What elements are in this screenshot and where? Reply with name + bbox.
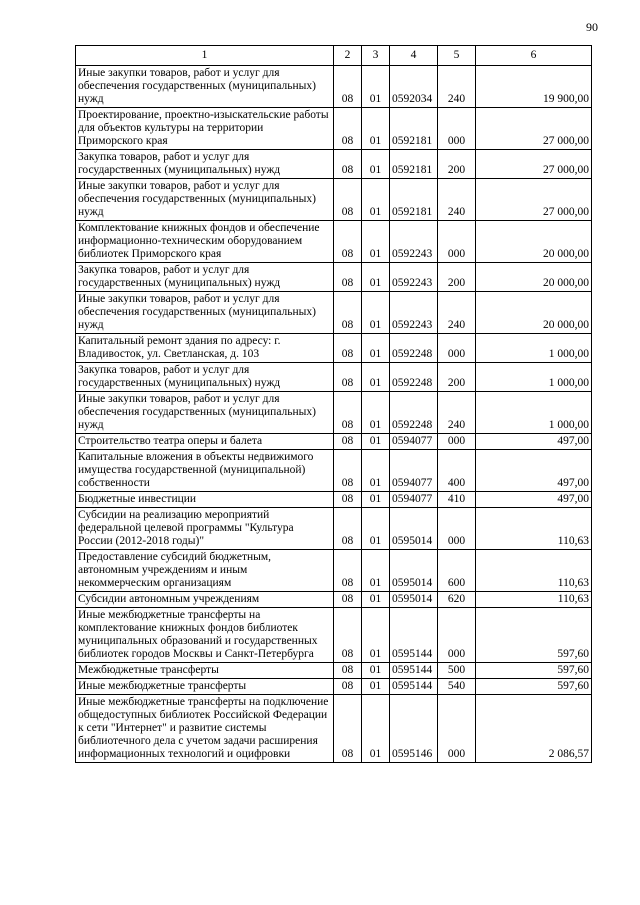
table-row — [76, 150, 592, 179]
row-section-cell: 08 — [334, 450, 362, 492]
row-target-code-cell: 0592034 — [390, 66, 438, 108]
row-name-cell: Комплектование книжных фондов и обеспечение информационно-техническим оборудованием библиотек Приморского края — [76, 221, 334, 263]
row-name-cell: Иные закупки товаров, работ и услуг для обеспечения государственных (муниципальных) нужд — [76, 292, 334, 334]
row-subsection-cell: 01 — [362, 450, 390, 492]
row-amount-cell: 110,63 — [476, 592, 592, 608]
table-body — [76, 66, 592, 763]
row-subsection-cell: 01 — [362, 292, 390, 334]
row-amount-cell: 110,63 — [476, 508, 592, 550]
row-name-cell: Межбюджетные трансферты — [76, 663, 334, 679]
row-name-cell: Иные закупки товаров, работ и услуг для обеспечения государственных (муниципальных) нужд — [76, 179, 334, 221]
row-expense-type-cell: 200 — [438, 263, 476, 292]
table-row — [76, 434, 592, 450]
row-target-code-cell: 0594077 — [390, 450, 438, 492]
row-name-cell: Иные межбюджетные трансферты на подключение общедоступных библиотек Российской Федерации к сети "Интернет" и развитие системы библиотечного дела с учетом задачи расширения информационных технологий и оцифровки — [76, 695, 334, 763]
row-expense-type-cell: 540 — [438, 679, 476, 695]
row-name-cell: Закупка товаров, работ и услуг для государственных (муниципальных) нужд — [76, 363, 334, 392]
row-expense-type-cell: 000 — [438, 695, 476, 763]
row-expense-type-cell: 000 — [438, 434, 476, 450]
row-target-code-cell: 0592243 — [390, 263, 438, 292]
row-expense-type-cell: 620 — [438, 592, 476, 608]
header-col-2: 2 — [334, 46, 362, 66]
table-row — [76, 108, 592, 150]
row-amount-cell: 20 000,00 — [476, 263, 592, 292]
table-row — [76, 179, 592, 221]
table-row — [76, 450, 592, 492]
row-amount-cell: 497,00 — [476, 450, 592, 492]
row-amount-cell: 597,60 — [476, 608, 592, 663]
row-target-code-cell: 0592181 — [390, 150, 438, 179]
row-amount-cell: 20 000,00 — [476, 292, 592, 334]
row-amount-cell: 497,00 — [476, 434, 592, 450]
row-section-cell: 08 — [334, 592, 362, 608]
row-target-code-cell: 0592243 — [390, 292, 438, 334]
row-section-cell: 08 — [334, 392, 362, 434]
row-target-code-cell: 0595014 — [390, 550, 438, 592]
row-name-cell: Проектирование, проектно-изыскательские работы для объектов культуры на территории Приморского края — [76, 108, 334, 150]
row-amount-cell: 597,60 — [476, 679, 592, 695]
table-row — [76, 292, 592, 334]
row-amount-cell: 1 000,00 — [476, 334, 592, 363]
row-section-cell: 08 — [334, 492, 362, 508]
row-name-cell: Иные закупки товаров, работ и услуг для обеспечения государственных (муниципальных) нужд — [76, 66, 334, 108]
row-subsection-cell: 01 — [362, 392, 390, 434]
row-name-cell: Закупка товаров, работ и услуг для государственных (муниципальных) нужд — [76, 150, 334, 179]
row-name-cell: Иные закупки товаров, работ и услуг для обеспечения государственных (муниципальных) нужд — [76, 392, 334, 434]
header-col-5: 5 — [438, 46, 476, 66]
row-name-cell: Иные межбюджетные трансферты на комплектование книжных фондов библиотек муниципальных образований и государственных библиотек городов Москвы и Санкт-Петербурга — [76, 608, 334, 663]
row-name-cell: Строительство театра оперы и балета — [76, 434, 334, 450]
row-expense-type-cell: 240 — [438, 66, 476, 108]
row-amount-cell: 497,00 — [476, 492, 592, 508]
row-name-cell: Бюджетные инвестиции — [76, 492, 334, 508]
row-section-cell: 08 — [334, 608, 362, 663]
row-target-code-cell: 0595014 — [390, 592, 438, 608]
row-subsection-cell: 01 — [362, 592, 390, 608]
row-name-cell: Капитальные вложения в объекты недвижимого имущества государственной (муниципальной) собственности — [76, 450, 334, 492]
table-row — [76, 695, 592, 763]
row-subsection-cell: 01 — [362, 221, 390, 263]
row-name-cell: Предоставление субсидий бюджетным, автономным учреждениям и иным некоммерческим организациям — [76, 550, 334, 592]
row-target-code-cell: 0594077 — [390, 434, 438, 450]
row-expense-type-cell: 240 — [438, 292, 476, 334]
row-expense-type-cell: 000 — [438, 108, 476, 150]
row-subsection-cell: 01 — [362, 508, 390, 550]
row-subsection-cell: 01 — [362, 492, 390, 508]
row-target-code-cell: 0592248 — [390, 334, 438, 363]
row-target-code-cell: 0592243 — [390, 221, 438, 263]
row-expense-type-cell: 000 — [438, 508, 476, 550]
row-amount-cell: 1 000,00 — [476, 363, 592, 392]
row-subsection-cell: 01 — [362, 150, 390, 179]
table-row — [76, 221, 592, 263]
row-section-cell: 08 — [334, 434, 362, 450]
row-section-cell: 08 — [334, 179, 362, 221]
row-subsection-cell: 01 — [362, 434, 390, 450]
row-subsection-cell: 01 — [362, 550, 390, 592]
row-expense-type-cell: 240 — [438, 392, 476, 434]
header-col-4: 4 — [390, 46, 438, 66]
row-expense-type-cell: 000 — [438, 334, 476, 363]
row-expense-type-cell: 600 — [438, 550, 476, 592]
row-subsection-cell: 01 — [362, 108, 390, 150]
row-expense-type-cell: 200 — [438, 150, 476, 179]
row-section-cell: 08 — [334, 150, 362, 179]
row-name-cell: Иные межбюджетные трансферты — [76, 679, 334, 695]
row-name-cell: Субсидии автономным учреждениям — [76, 592, 334, 608]
row-section-cell: 08 — [334, 108, 362, 150]
row-expense-type-cell: 410 — [438, 492, 476, 508]
row-amount-cell: 1 000,00 — [476, 392, 592, 434]
row-amount-cell: 597,60 — [476, 663, 592, 679]
table-row — [76, 263, 592, 292]
row-expense-type-cell: 240 — [438, 179, 476, 221]
row-section-cell: 08 — [334, 550, 362, 592]
table-row — [76, 334, 592, 363]
table-row — [76, 663, 592, 679]
table-row — [76, 392, 592, 434]
row-amount-cell: 27 000,00 — [476, 108, 592, 150]
row-target-code-cell: 0595144 — [390, 663, 438, 679]
row-section-cell: 08 — [334, 334, 362, 363]
row-section-cell: 08 — [334, 679, 362, 695]
row-target-code-cell: 0592181 — [390, 108, 438, 150]
row-expense-type-cell: 400 — [438, 450, 476, 492]
table-row — [76, 492, 592, 508]
row-expense-type-cell: 200 — [438, 363, 476, 392]
row-subsection-cell: 01 — [362, 179, 390, 221]
table-row — [76, 592, 592, 608]
row-expense-type-cell: 500 — [438, 663, 476, 679]
row-target-code-cell: 0594077 — [390, 492, 438, 508]
row-target-code-cell: 0592248 — [390, 392, 438, 434]
row-target-code-cell: 0595144 — [390, 608, 438, 663]
table-row — [76, 66, 592, 108]
row-target-code-cell: 0595146 — [390, 695, 438, 763]
row-amount-cell: 27 000,00 — [476, 150, 592, 179]
row-name-cell: Субсидии на реализацию мероприятий федеральной целевой программы "Культура России (2012-2018 годы)" — [76, 508, 334, 550]
row-subsection-cell: 01 — [362, 608, 390, 663]
row-target-code-cell: 0595144 — [390, 679, 438, 695]
header-col-6: 6 — [476, 46, 592, 66]
row-subsection-cell: 01 — [362, 363, 390, 392]
header-row — [76, 46, 592, 66]
row-subsection-cell: 01 — [362, 679, 390, 695]
row-section-cell: 08 — [334, 66, 362, 108]
page-number: 90 — [586, 20, 598, 34]
row-section-cell: 08 — [334, 363, 362, 392]
row-subsection-cell: 01 — [362, 66, 390, 108]
row-section-cell: 08 — [334, 508, 362, 550]
row-name-cell: Капитальный ремонт здания по адресу: г. Владивосток, ул. Светланская, д. 103 — [76, 334, 334, 363]
row-section-cell: 08 — [334, 292, 362, 334]
row-target-code-cell: 0592181 — [390, 179, 438, 221]
row-section-cell: 08 — [334, 663, 362, 679]
row-amount-cell: 27 000,00 — [476, 179, 592, 221]
header-col-3: 3 — [362, 46, 390, 66]
row-name-cell: Закупка товаров, работ и услуг для государственных (муниципальных) нужд — [76, 263, 334, 292]
row-subsection-cell: 01 — [362, 663, 390, 679]
row-amount-cell: 2 086,57 — [476, 695, 592, 763]
table-row — [76, 508, 592, 550]
row-expense-type-cell: 000 — [438, 608, 476, 663]
row-section-cell: 08 — [334, 263, 362, 292]
row-amount-cell: 19 900,00 — [476, 66, 592, 108]
header-col-1: 1 — [76, 46, 334, 66]
row-subsection-cell: 01 — [362, 334, 390, 363]
row-target-code-cell: 0592248 — [390, 363, 438, 392]
table-row — [76, 608, 592, 663]
row-amount-cell: 20 000,00 — [476, 221, 592, 263]
row-amount-cell: 110,63 — [476, 550, 592, 592]
table-row — [76, 550, 592, 592]
row-subsection-cell: 01 — [362, 695, 390, 763]
row-target-code-cell: 0595014 — [390, 508, 438, 550]
table-row — [76, 363, 592, 392]
row-expense-type-cell: 000 — [438, 221, 476, 263]
row-subsection-cell: 01 — [362, 263, 390, 292]
row-section-cell: 08 — [334, 695, 362, 763]
row-section-cell: 08 — [334, 221, 362, 263]
table-row — [76, 679, 592, 695]
budget-table — [75, 45, 592, 763]
